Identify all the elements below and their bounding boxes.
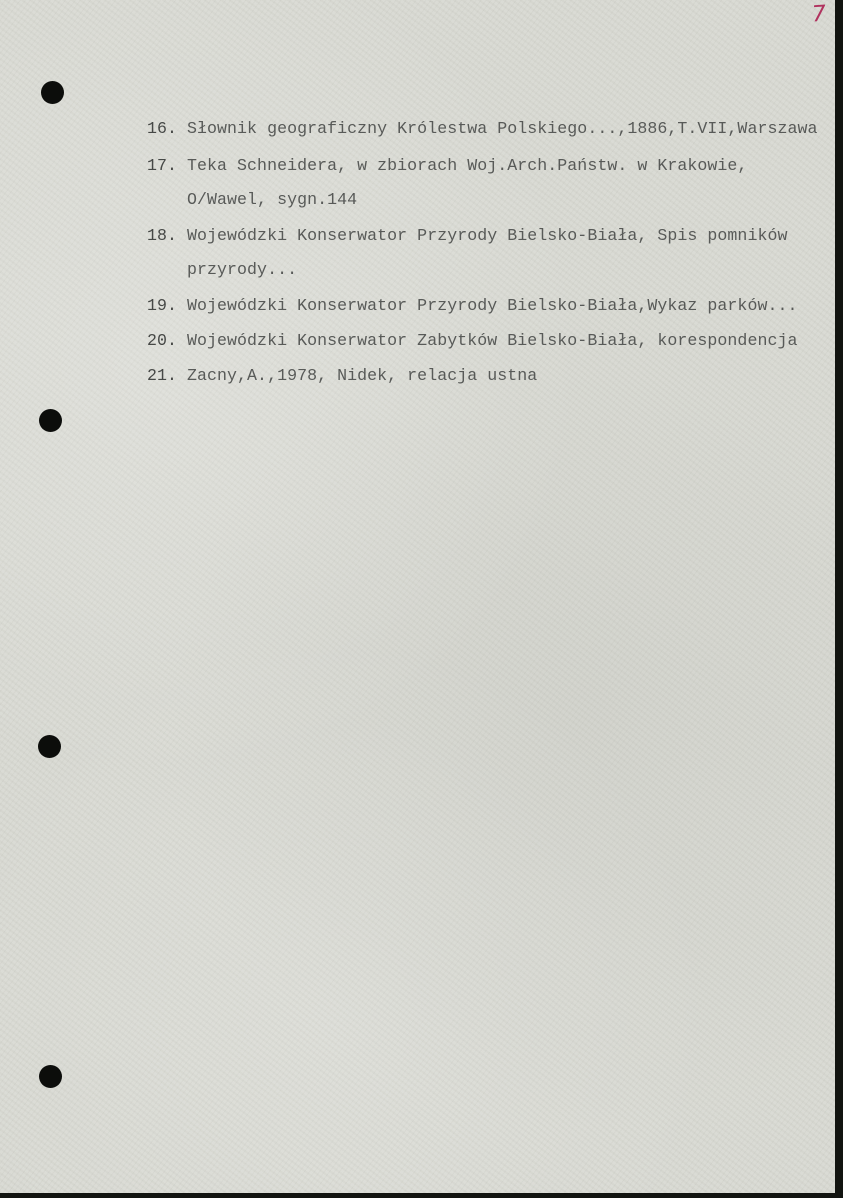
punch-hole-4 — [39, 1065, 62, 1088]
punch-hole-1 — [41, 81, 64, 104]
entry-text-continuation: przyrody... — [187, 260, 298, 279]
entry-number: 17. — [147, 156, 178, 175]
entry-number: 16. — [147, 119, 178, 138]
entry-number: 19. — [147, 296, 178, 315]
entry-text: Słownik geograficzny Królestwa Polskiego...,1886,T.VII,Warszawa — [187, 119, 818, 138]
entry-text: Wojewódzki Konserwator Zabytków Bielsko-Biała, korespondencja — [187, 331, 798, 350]
page-number: 7 — [811, 1, 827, 28]
punch-hole-2 — [39, 409, 62, 432]
entry-number: 21. — [147, 366, 178, 385]
punch-hole-3 — [38, 735, 61, 758]
entry-text: Teka Schneidera, w zbiorach Woj.Arch.Państw. w Krakowie, — [187, 156, 748, 175]
entry-text: Wojewódzki Konserwator Przyrody Bielsko-Biała,Wykaz parków... — [187, 296, 798, 315]
entry-text: Wojewódzki Konserwator Przyrody Bielsko-Biała, Spis pomników — [187, 226, 788, 245]
entry-text-continuation: O/Wawel, sygn.144 — [187, 190, 358, 209]
entry-number: 18. — [147, 226, 178, 245]
entry-number: 20. — [147, 331, 178, 350]
entry-text: Zacny,A.,1978, Nidek, relacja ustna — [187, 366, 538, 385]
